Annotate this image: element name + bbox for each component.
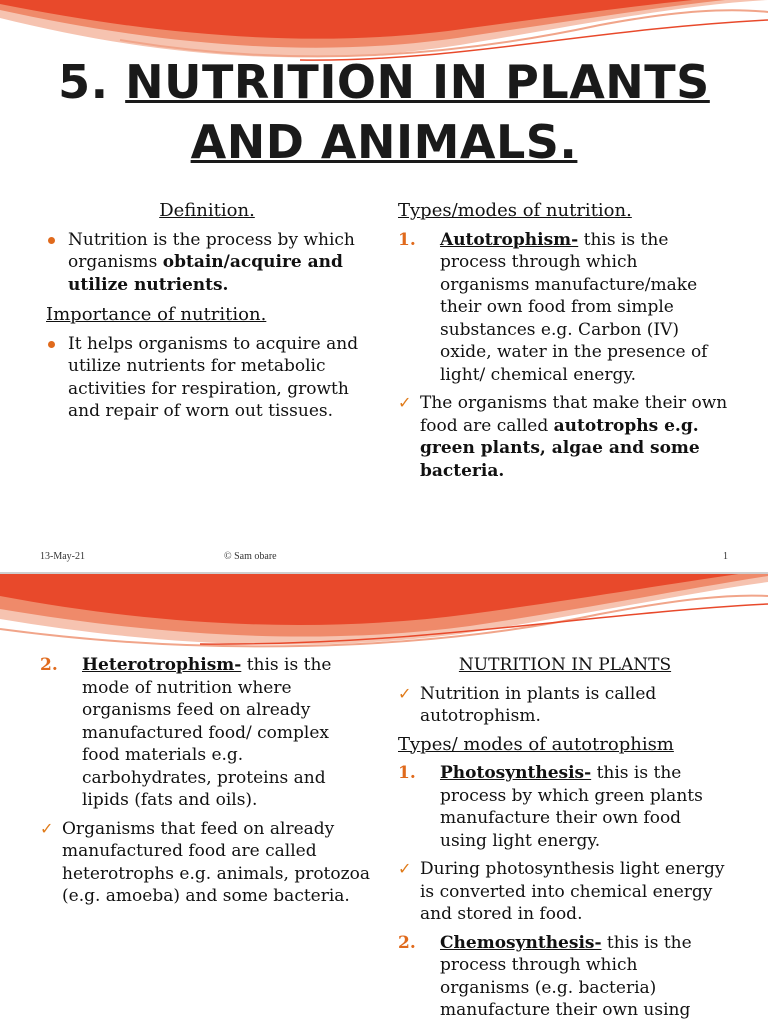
plants-heading: NUTRITION IN PLANTS <box>458 655 672 675</box>
chemosynthesis-item: 2. Chemosynthesis- this is the process through which organisms (e.g. bacteria) manufacture their own using <box>398 932 692 1020</box>
check-icon: ✓ <box>398 859 412 878</box>
heterotrophs-item: ✓ Organisms that feed on already manufactured food are called heterotrophs e.g. animals, protozoa (e.g. amoeba) and some bacteria. <box>40 818 370 906</box>
header-wave-decoration <box>0 574 768 654</box>
photosynthesis-item: 1. Photosynthesis- this is the process by which green plants manufacture their own food using light energy. <box>398 763 703 851</box>
bullet-icon <box>48 341 55 348</box>
right-column <box>398 654 732 1022</box>
plants-item: ✓ Nutrition in plants is called autotrophism. <box>398 683 657 726</box>
autotrophism-types-heading: Types/ modes of autotrophism <box>398 733 674 755</box>
footer-date: 13-May-21 <box>40 551 85 562</box>
bullet-icon <box>48 237 55 244</box>
photosynthesis-check-item: ✓ During photosynthesis light energy is converted into chemical energy and stored in food. <box>398 859 725 924</box>
autotrophism-item: 1. Autotrophism- this is the process through which organisms manufacture/make their own food from simple substances e.g. Carbon (IV) oxide, water in the presence of light/ chemical energy. <box>398 229 708 385</box>
check-icon: ✓ <box>398 683 412 703</box>
right-column <box>398 200 728 482</box>
definition-item: Nutrition is the process by which organisms obtain/acquire and utilize nutrients. <box>46 229 368 297</box>
check-icon: ✓ <box>40 818 54 838</box>
definition-heading: Definition. <box>159 200 255 221</box>
importance-item: It helps organisms to acquire and utilize nutrients for metabolic activities for respiration, growth and repair of worn out tissues. <box>46 333 368 423</box>
check-icon: ✓ <box>398 393 412 412</box>
left-column <box>46 200 368 423</box>
heterotrophism-item: 2. Heterotrophism- this is the mode of nutrition where organisms feed on already manufactured food/ complex food materials e.g. carbohydrates, proteins and lipids (fats and oils). <box>40 655 332 810</box>
autotrophs-item: ✓ The organisms that make their own food are called autotrophs e.g. green plants, algae and some bacteria. <box>398 393 728 481</box>
footer-page-number: 1 <box>723 551 728 562</box>
importance-heading: Importance of nutrition. <box>46 304 267 325</box>
footer-author: © Sam obare <box>224 551 277 562</box>
slide-2 <box>0 574 768 1024</box>
page-title: 5. NUTRITION IN PLANTS AND ANIMALS. <box>58 55 710 169</box>
left-column <box>40 654 370 908</box>
types-heading: Types/modes of nutrition. <box>398 200 632 221</box>
